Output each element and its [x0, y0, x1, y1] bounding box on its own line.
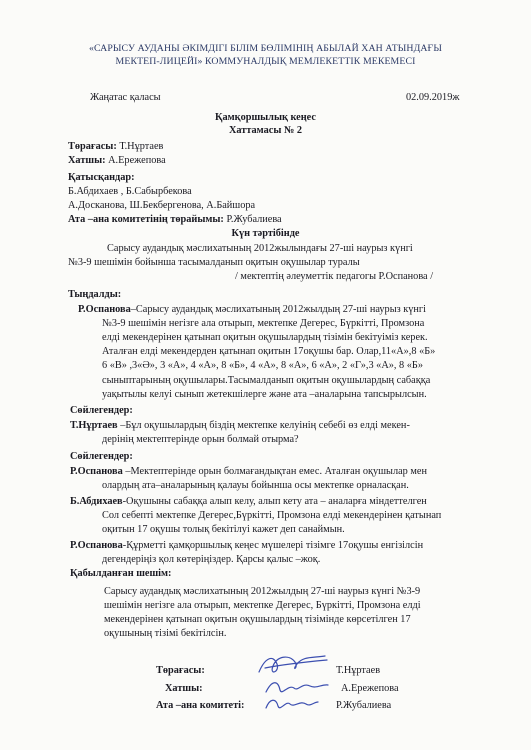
heard-line-0: [78, 304, 426, 316]
spoke2-s2-line2: Сол себепті мектепке Дегерес,Бүркітті, Промзона елді мекендерінен қатынап: [102, 510, 442, 521]
committee-line: [68, 214, 282, 226]
spoke2-s3-text1: -Құрметті қамқоршылық кеңес мүшелері тізімге 17оқушы енгізілсін: [122, 540, 424, 551]
decision-label: Қабылданған шешім:: [70, 568, 172, 579]
decision-line4: оқушының тізімі бекітілсін.: [104, 628, 227, 639]
heard-text-0: –Сарысу аудандық мәслихатының 2012жылдың 27-ші наурыз күнгі: [130, 304, 427, 315]
sign-chair-name: Т.Нұртаев: [336, 665, 381, 676]
sign-secretary-name: А.Ережепова: [341, 683, 399, 694]
spoke1-speaker: Т.Нұртаев: [70, 420, 118, 431]
spoke2-s3-name: Р.Оспанова: [70, 540, 123, 551]
spoke1-line2: дерінің мектептерінде орын болмай отырма?: [102, 434, 299, 445]
spoke1-label: Сөйлегендер:: [70, 405, 133, 416]
committee-value: Р.Жубалиева: [226, 214, 282, 225]
spoke2-label: Сөйлегендер:: [70, 451, 133, 462]
heard-label: Тыңдалды:: [68, 289, 122, 300]
chair-label: Төрағасы:: [68, 141, 117, 152]
heard-line-6: уақытылы келуі сынып жетекшілерге және ата –аналарына тапсырылсын.: [102, 389, 427, 400]
heard-line-3: Аталған елді мекендерден қатынап оқитын 17оқушы бар. Олар,11«А»,8 «Б»: [102, 346, 436, 357]
spoke2-s1-line1: [70, 466, 427, 478]
org-header-line1: «САРЫСУ АУДАНЫ ӘКІМДІГІ БІЛІМ БӨЛІМІНІҢ АБЫЛАЙ ХАН АТЫНДАҒЫ: [89, 43, 442, 54]
attendees-line1: Б.Абдихаев , Б.Сабырбекова: [68, 186, 192, 197]
secretary-line: [68, 155, 166, 167]
agenda-line1: Сарысу аудандық мәслихатының 2012жылындағы 27-ші наурыз күнгі: [107, 243, 413, 254]
spoke1-text1: –Бұл оқушылардың біздің мектепке келуінің себебі өз елді мекен-: [120, 420, 410, 431]
sign-chair-label: Төрағасы:: [156, 665, 205, 676]
sign-committee-label: Ата –ана комитеті:: [156, 700, 245, 711]
heard-line-4: 6 «В» ,3«Ә», 3 «А», 4 «А», 8 «Б», 4 «А», 8 «А», 6 «А», 2 «Г»,3 «А», 8 «Б»: [102, 360, 423, 371]
date: 02.09.2019ж: [406, 92, 460, 103]
heard-speaker: Р.Оспанова: [78, 304, 131, 315]
heard-line-1: №3-9 шешімін негізге ала отырып, мектепке Дегерес, Бүркітті, Промзона: [102, 318, 425, 329]
spoke2-s1-text1: –Мектептерінде орын болмағандықтан емес. Аталған оқушылар мен: [122, 466, 427, 477]
spoke2-s2-name: Б.Абдихаев: [70, 496, 123, 507]
chair-line: [68, 141, 163, 153]
sign-committee-name: Р.Жубалиева: [336, 700, 392, 711]
decision-line1: Сарысу аудандық мәслихатының 2012жылдың 27-ші наурыз күнгі №3-9: [104, 586, 421, 597]
chair-value: Т.Нұртаев: [119, 141, 164, 152]
secretary-label: Хатшы:: [68, 155, 106, 166]
attendees-line2: А.Досканова, Ш.Бекбергенова, А.Байшора: [68, 200, 256, 211]
spoke2-s3-line1: [70, 540, 423, 552]
attendees-label: Қатысқандар:: [68, 172, 135, 183]
spoke1-line1: [70, 420, 410, 432]
spoke2-s2-text1: -Оқушыны сабаққа алып келу, алып кету ата – аналарға міндеттелген: [122, 496, 427, 507]
decision-line3: мекендерінен қатынап оқитын оқушылардың тізімінде көрсетілген 17: [104, 614, 411, 625]
place: Жаңатас қаласы: [90, 92, 161, 103]
document-title: Қамқоршылық кеңес: [215, 112, 316, 123]
org-header-line2: МЕКТЕП-ЛИЦЕЙІ» КОММУНАЛДЫҚ МЕМЛЕКЕТТІК МЕКЕМЕСІ: [115, 56, 416, 67]
committee-label: Ата –ана комитетінің төрайымы:: [68, 214, 224, 225]
heard-line-2: елді мекендерінен қатынап оқитын оқушылардың тізімін бекітуіміз керек.: [102, 332, 428, 343]
spoke2-s2-line3: оқитын 17 оқушы толық бекітілуі кажет деп санаймын.: [102, 524, 345, 535]
spoke2-s1-line2: олардың ата–аналарының қалауы бойынша осы мектепке орналасқан.: [102, 480, 409, 491]
agenda-line3: / мектептің әлеуметтік педагогы Р.Оспанова /: [235, 271, 434, 282]
decision-line2: шешімін негізге ала отырып, мектепке Дегерес, Бүркітті, Промзона елді: [104, 600, 421, 611]
spoke2-s3-line2: дегендеріңіз қол көтеріңіздер. Қарсы қалыс –жоқ.: [102, 554, 321, 565]
sign-secretary-label: Хатшы:: [165, 683, 203, 694]
spoke2-s1-name: Р.Оспанова: [70, 466, 123, 477]
committee-signature-icon: [262, 694, 322, 716]
spoke2-s2-line1: [70, 496, 427, 508]
agenda-line2: №3-9 шешімін бойынша тасымалданып оқитын оқушылар туралы: [68, 257, 360, 268]
protocol-number: Хаттамасы № 2: [228, 125, 303, 136]
secretary-value: А.Ережепова: [108, 155, 166, 166]
agenda-title: Күн тәртібінде: [231, 228, 300, 239]
heard-line-5: сыныптарының оқушылары.Тасымалданып оқитын оқушылардың сабаққа: [102, 375, 431, 386]
